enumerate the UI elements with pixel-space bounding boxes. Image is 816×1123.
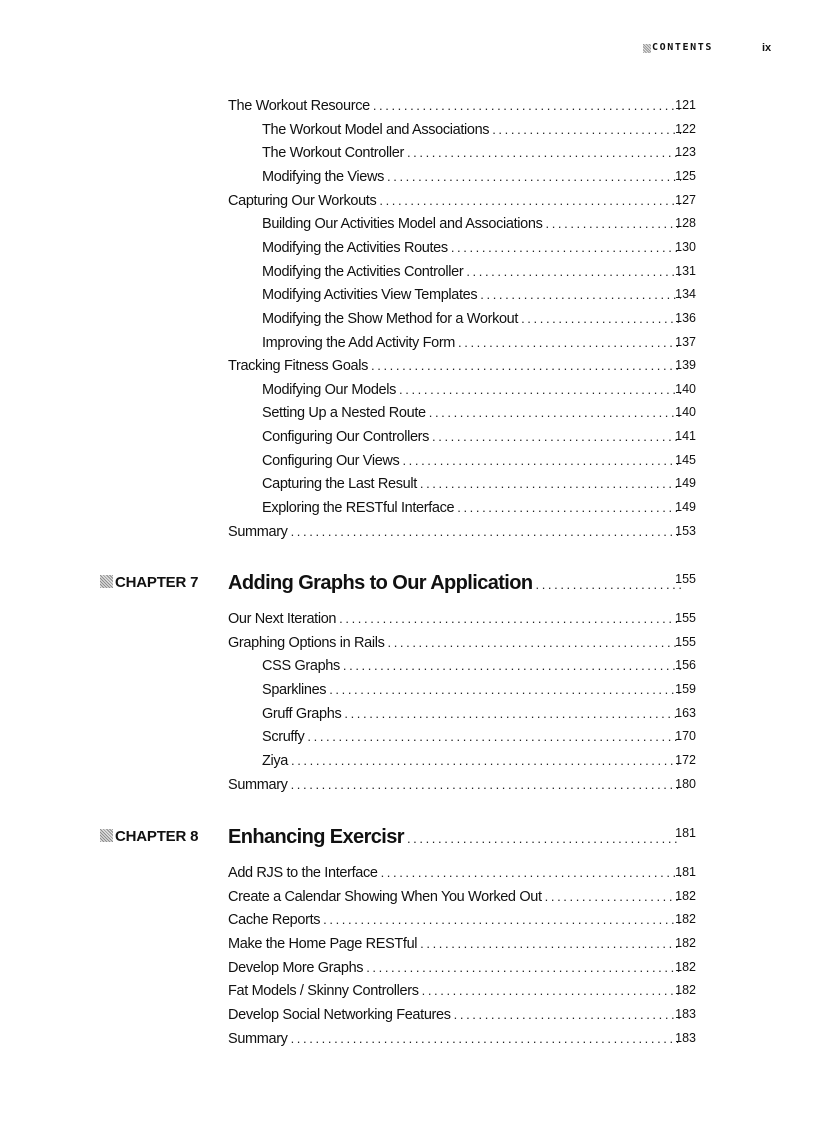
chapter-label: CHAPTER 8 [100, 828, 198, 848]
toc-entry-page: 125 [675, 168, 696, 183]
toc-entry-page: 127 [675, 192, 696, 207]
toc-entry-title: Make the Home Page RESTful [228, 935, 418, 952]
toc-entry-title: Add RJS to the Interface [228, 865, 378, 881]
toc-entry[interactable] [262, 405, 696, 427]
toc-entry-page: 122 [675, 121, 696, 136]
toc-entry-title: Modifying the Show Method for a Workout [262, 310, 519, 327]
toc-entry-page: 182 [675, 912, 696, 927]
toc-entry[interactable] [228, 611, 696, 633]
toc-entry[interactable] [228, 358, 696, 380]
dot-leader [291, 524, 681, 539]
toc-entry-title: Modifying the Activities Controller [262, 263, 464, 280]
toc-entry-page: 182 [675, 935, 696, 950]
dot-leader [422, 983, 681, 998]
toc-entry-title: Building Our Activities Model and Associations [262, 216, 543, 233]
toc-entry-title: Our Next Iteration [228, 611, 337, 627]
toc-entry-page: 139 [675, 358, 696, 373]
toc-entry[interactable] [262, 287, 696, 309]
toc-entry[interactable] [228, 865, 696, 887]
dot-leader [371, 358, 681, 373]
chapter-title: Adding Graphs to Our Application [228, 572, 533, 594]
chapter-label: CHAPTER 7 [100, 574, 198, 594]
toc-entry-title: The Workout Resource [228, 98, 370, 114]
toc-entry-title: Ziya [262, 752, 288, 769]
chapter-mark-icon [100, 829, 113, 842]
toc-entry-title: Gruff Graphs [262, 705, 342, 722]
toc-entry-page: 182 [675, 959, 696, 974]
toc-entry[interactable] [228, 523, 696, 546]
toc-entry[interactable] [228, 1030, 696, 1053]
toc-entry-page: 141 [675, 429, 696, 444]
toc-entry-page: 163 [675, 705, 696, 720]
toc-entry-title: Exploring the RESTful Interface [262, 500, 455, 517]
dot-leader [451, 240, 681, 255]
dot-leader [373, 98, 681, 113]
toc-entry[interactable] [228, 888, 696, 911]
toc-entry[interactable] [228, 98, 696, 120]
toc-entry[interactable] [262, 216, 696, 238]
dot-leader [458, 335, 681, 350]
chapter-mark-icon [100, 575, 113, 588]
toc-entry-page: 130 [675, 239, 696, 254]
dot-leader [429, 405, 681, 420]
dot-leader [402, 453, 681, 468]
toc-entry[interactable] [262, 239, 696, 262]
dot-leader [407, 831, 681, 846]
dot-leader [466, 264, 681, 279]
toc-entry-title: Capturing Our Workouts [228, 192, 377, 209]
toc-entry-title: Sparklines [262, 681, 327, 698]
dot-leader [344, 706, 681, 721]
toc-entry-page: 140 [675, 381, 696, 396]
toc-entry-title: Configuring Our Controllers [262, 429, 430, 446]
toc-entry-title: Tracking Fitness Goals [228, 358, 369, 375]
toc-entry[interactable] [262, 752, 696, 775]
dot-leader [381, 865, 681, 880]
toc-entry[interactable] [228, 935, 696, 958]
dot-leader [343, 658, 681, 673]
dot-leader [339, 611, 681, 626]
toc-entry[interactable] [228, 634, 696, 657]
toc-entry-title: Capturing the Last Result [262, 476, 417, 493]
dot-leader [454, 1007, 681, 1022]
dot-leader [379, 193, 681, 208]
toc-entry-page: 159 [675, 681, 696, 696]
toc-entry[interactable] [262, 334, 696, 357]
toc-entry-page: 131 [675, 263, 696, 278]
dot-leader [329, 682, 681, 697]
toc-entry-page: 153 [675, 523, 696, 538]
toc-entry-title: Setting Up a Nested Route [262, 405, 426, 422]
toc-entry[interactable] [228, 192, 696, 215]
toc-entry-title: Modifying the Activities Routes [262, 239, 448, 256]
dot-leader [307, 729, 681, 744]
toc-entry-page: 136 [675, 310, 696, 325]
toc-entry-page: 181 [675, 865, 696, 879]
dot-leader [480, 287, 681, 302]
toc-entry[interactable] [262, 729, 696, 751]
toc-entry-title: Modifying Our Models [262, 381, 397, 398]
toc-entry-page: 182 [675, 983, 696, 998]
dot-leader [387, 635, 681, 650]
toc-entry-page: 128 [675, 216, 696, 231]
toc-entry-page: 156 [675, 658, 696, 673]
toc-entry[interactable] [262, 452, 696, 475]
toc-entry[interactable] [228, 983, 696, 1005]
toc-entry[interactable] [228, 1006, 696, 1029]
toc-entry[interactable] [262, 310, 696, 333]
toc-entry-title: Scruffy [262, 729, 305, 746]
dot-leader [492, 122, 681, 137]
toc-entry[interactable] [262, 263, 696, 286]
toc-entry-title: CSS Graphs [262, 658, 340, 675]
toc-entry-page: 170 [675, 729, 696, 744]
toc-entry[interactable] [228, 959, 696, 982]
toc-entry-title: Summary [228, 1030, 288, 1047]
toc-entry-title: Graphing Options in Rails [228, 634, 385, 651]
toc-entry-page: 180 [675, 776, 696, 791]
toc-entry-page: 134 [675, 287, 696, 302]
page-number: ix [762, 42, 772, 54]
toc-entry-page: 183 [675, 1030, 696, 1045]
toc-entry[interactable] [228, 912, 696, 934]
toc-entry-title: Develop Social Networking Features [228, 1006, 451, 1023]
running-head-label: CONTENTS [652, 42, 713, 53]
toc-entry-page: 121 [675, 98, 696, 112]
dot-leader [366, 960, 681, 975]
chapter-title: Enhancing Exercisr [228, 826, 404, 848]
toc-entry-title: Fat Models / Skinny Controllers [228, 983, 419, 1000]
toc-entry-title: Modifying Activities View Templates [262, 287, 478, 304]
chapter-page: 181 [675, 826, 696, 840]
toc-entry[interactable] [262, 681, 696, 704]
toc-entry-title: Configuring Our Views [262, 452, 400, 469]
toc-entry[interactable] [262, 429, 696, 451]
toc-entry-page: 172 [675, 752, 696, 767]
toc-entry-title: The Workout Controller [262, 145, 404, 162]
toc-entry-title: Improving the Add Activity Form [262, 334, 456, 351]
toc-entry[interactable] [262, 705, 696, 728]
toc-entry[interactable] [262, 658, 696, 680]
section-mark-icon [643, 44, 651, 53]
chapter-page: 155 [675, 572, 696, 586]
dot-leader [291, 1031, 681, 1046]
dot-leader [291, 777, 681, 792]
toc-entry[interactable] [262, 121, 696, 144]
toc-entry[interactable] [262, 381, 696, 404]
toc-entry-page: 155 [675, 611, 696, 625]
toc-entry[interactable] [262, 500, 696, 522]
toc-entry-page: 149 [675, 500, 696, 515]
toc-entry-page: 123 [675, 145, 696, 160]
toc-entry-page: 140 [675, 405, 696, 420]
running-head [0, 42, 816, 58]
toc-entry-page: 149 [675, 476, 696, 491]
toc-entry-page: 137 [675, 334, 696, 349]
toc-entry-title: Modifying the Views [262, 168, 385, 185]
dot-leader [399, 382, 681, 397]
toc-entry[interactable] [262, 476, 696, 498]
toc-entry-title: Cache Reports [228, 912, 321, 929]
dot-leader [457, 500, 681, 515]
toc-entry-page: 155 [675, 634, 696, 649]
toc-entry-title: Create a Calendar Showing When You Worked Out [228, 888, 542, 905]
dot-leader [407, 145, 681, 160]
toc-entry-title: Develop More Graphs [228, 959, 364, 976]
chapter-title-line[interactable] [228, 572, 696, 598]
toc-entry-title: Summary [228, 776, 288, 793]
toc-entry[interactable] [228, 776, 696, 799]
toc-entry-page: 183 [675, 1006, 696, 1021]
toc-entry-title: Summary [228, 523, 288, 540]
dot-leader [420, 476, 681, 491]
toc-entry[interactable] [262, 145, 696, 167]
dot-leader [323, 912, 681, 927]
toc-entry[interactable] [262, 168, 696, 191]
toc-entry-page: 145 [675, 452, 696, 467]
dot-leader [291, 753, 681, 768]
dot-leader [387, 169, 681, 184]
chapter-title-line[interactable] [228, 826, 696, 852]
dot-leader [420, 936, 681, 951]
dot-leader [432, 429, 681, 444]
toc-entry-page: 182 [675, 888, 696, 903]
toc-entry-title: The Workout Model and Associations [262, 121, 490, 138]
